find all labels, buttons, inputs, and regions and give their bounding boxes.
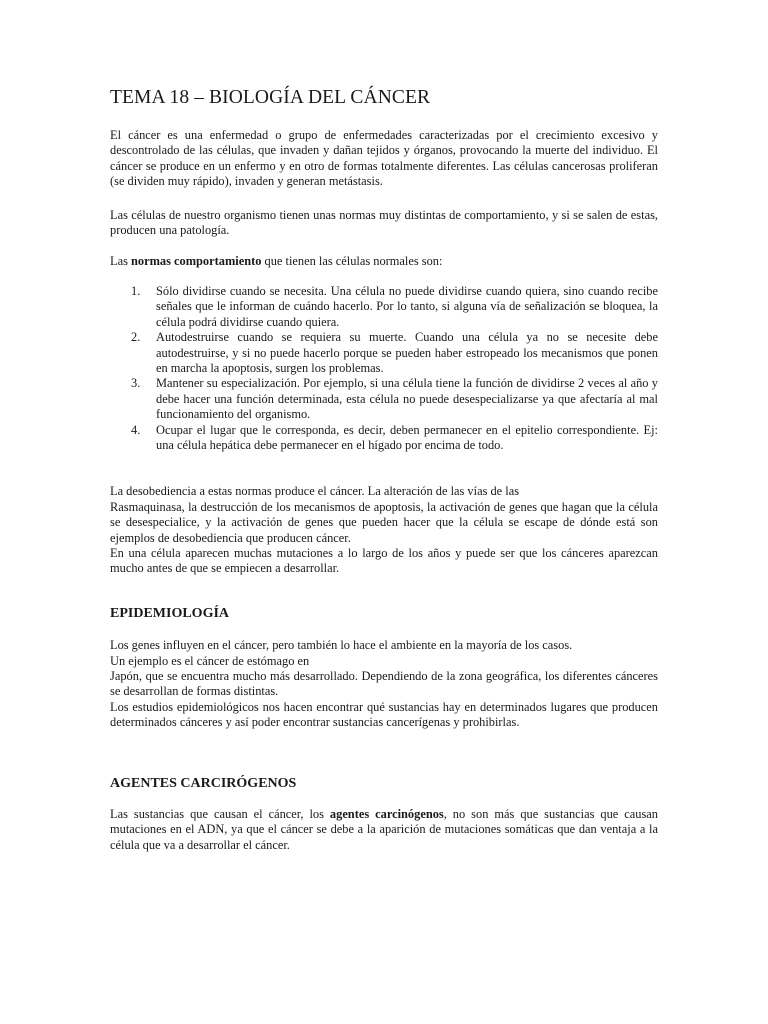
epidemiologia-line-1: Los genes influyen en el cáncer, pero también lo hace el ambiente en la mayoría de los casos. xyxy=(110,638,573,652)
section-heading-epidemiologia: EPIDEMIOLOGÍA xyxy=(110,606,230,621)
normas-intro xyxy=(110,254,658,269)
list-item-text: Mantener su especialización. Por ejemplo, si una célula tiene la función de dividirse 2 veces al año y debe hacer una función determinada, esta célula no puede desespecializarse ya que afectaría al mal funcionamiento del organismo. xyxy=(156,376,658,422)
list-item-text: Autodestruirse cuando se requiera su muerte. Cuando una célula ya no se necesite debe autodestruirse, y si no puede hacerlo porque se pueden haber estropeado los mecanismos que ponen en marcha la apoptosis, surgen los problemas. xyxy=(156,330,658,376)
normas-intro-after: que tienen las células normales son: xyxy=(261,254,443,268)
normas-intro-before: Las xyxy=(110,254,131,268)
epidemiologia-paragraph: Japón, que se encuentra mucho más desarrollado. Dependiendo de la zona geográfica, los diferentes cánceres se desarrollan de formas distintas. xyxy=(110,669,658,699)
epidemiologia-line-2: Un ejemplo es el cáncer de estómago en xyxy=(110,654,310,668)
epidemiologia-paragraph-2: Los estudios epidemiológicos nos hacen encontrar qué sustancias hay en determinados lugares que producen determinados cánceres y así poder encontrar sustancias cancerígenas y prohibirlas. xyxy=(110,700,658,730)
list-item xyxy=(110,423,658,454)
normas-list xyxy=(110,284,658,453)
list-item-number: 1. xyxy=(131,284,141,298)
agentes-bold: agentes carcinógenos xyxy=(329,807,444,821)
intro-paragraph-2: Las células de nuestro organismo tienen unas normas muy distintas de comportamiento, y si se salen de estas, producen una patología. xyxy=(110,208,658,238)
list-item-number: 3. xyxy=(131,376,141,391)
list-item-text: Sólo dividirse cuando se necesita. Una célula no puede dividirse cuando quiera, sino cuando recibe señales que le informan de cuándo hacerlo. Por lo tanto, si alguna vía de señalización se bloquea, la célula podrá dividirse cuando quiera. xyxy=(156,284,658,329)
list-item-text: Ocupar el lugar que le corresponda, es decir, deben permanecer en el epitelio correspondiente. Ej: una célula hepática debe permanecer en el hígado por encima de todo. xyxy=(156,422,658,453)
list-item xyxy=(110,284,658,330)
document-title: TEMA 18 – BIOLOGÍA DEL CÁNCER xyxy=(110,87,431,108)
agentes-before: Las sustancias que causan el cáncer, los xyxy=(110,807,330,821)
section-heading-agentes: AGENTES CARCIRÓGENOS xyxy=(110,776,297,791)
desobediencia-paragraph: Rasmaquinasa, la destrucción de los mecanismos de apoptosis, la activación de genes que hagan que la célula se desespecialice, y la activación de genes que pueden hacer que la célula se escape de dónde está son ejemplos de desobediencia que producen cáncer. xyxy=(110,500,658,545)
list-item xyxy=(110,330,658,376)
list-item-number: 2. xyxy=(131,330,141,345)
intro-paragraph-1: El cáncer es una enfermedad o grupo de enfermedades caracterizadas por el crecimiento excesivo y descontrolado de las células, que invaden y dañan tejidos y órganos, provocando la muerte del individuo. El cáncer se produce en un enfermo y en otro de formas totalmente diferentes. Las células cancerosas proliferan (se dividen muy rápido), invaden y generan metástasis. xyxy=(110,128,658,189)
normas-intro-bold: normas comportamiento xyxy=(131,254,262,268)
agentes-paragraph xyxy=(110,807,658,853)
list-item xyxy=(110,376,658,422)
desobediencia-paragraph-2: En una célula aparecen muchas mutaciones a lo largo de los años y puede ser que los cánceres aparezcan mucho antes de que se empiecen a desarrollar. xyxy=(110,546,658,576)
desobediencia-line-1: La desobediencia a estas normas produce el cáncer. La alteración de las vías de las xyxy=(110,484,520,498)
list-item-number: 4. xyxy=(131,422,141,437)
agentes-after: , no son más que sustancias que causan mutaciones en el ADN, ya que el cáncer se debe a la aparición de mutaciones somáticas que dan ventaja a la célula que va a desarrollar el cáncer. xyxy=(110,807,658,852)
